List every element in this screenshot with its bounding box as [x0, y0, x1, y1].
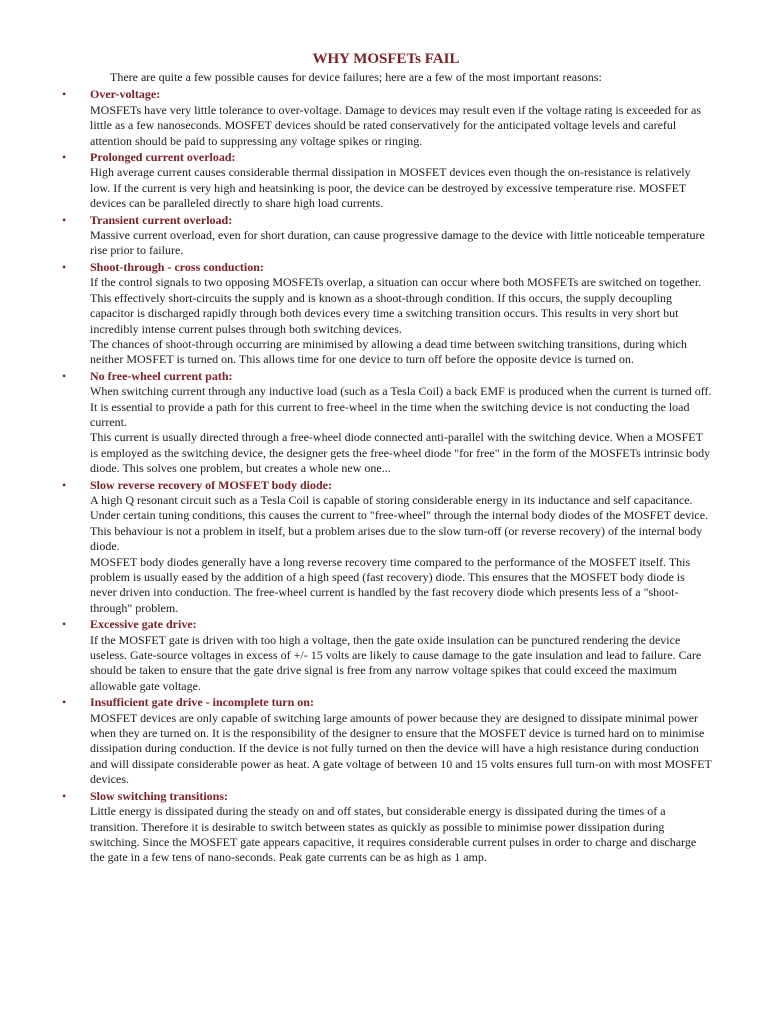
bullet-icon: •	[62, 259, 67, 274]
section-paragraph: Massive current overload, even for short duration, can cause progressive damage to the device with little noticeable temperature rise prior to failure.	[90, 228, 705, 258]
section-paragraph: The chances of shoot-through occurring are minimised by allowing a dead time between switching transitions, during which neither MOSFET is turned on. This allows time for one device to turn off before the opposite device is turned on.	[90, 336, 687, 367]
section-shoot-through	[60, 260, 712, 368]
section-over-voltage	[60, 87, 712, 149]
section-paragraph: MOSFET devices are only capable of switching large amounts of power because they are designed to dissipate minimal power when they are turned on. It is the responsibility of the designer to ensure that the MOSFET device is turned hard on to minimise dissipation during conduction. If the device is not fully turned on then the device will have a high resistance during conduction and will dissipate considerable power as heat. A gate voltage of between 10 and 15 volts ensures full turn-on with most MOSFET devices.	[90, 710, 712, 787]
section-heading: Over-voltage:	[90, 87, 161, 102]
failure-causes-list	[60, 87, 712, 865]
section-heading: Shoot-through - cross conduction:	[90, 259, 264, 274]
section-excessive-gate-drive	[60, 617, 712, 694]
section-insufficient-gate-drive	[60, 695, 712, 787]
bullet-icon: •	[62, 368, 67, 383]
section-paragraph: If the control signals to two opposing MOSFETs overlap, a situation can occur where both MOSFETs are switched on together. This effectively short-circuits the supply and is known as a shoot-through condition. If this occurs, the supply decoupling capacitor is discharged rapidly through both devices every time a switching transition occurs. This results in very short but incredibly intense current pulses through both switching devices.	[90, 275, 702, 336]
bullet-icon: •	[62, 788, 67, 803]
document-title: WHY MOSFETs FAIL	[312, 51, 460, 67]
section-slow-switching-transitions	[60, 789, 712, 866]
section-heading: Slow reverse recovery of MOSFET body diode:	[90, 477, 332, 492]
section-heading: Excessive gate drive:	[90, 617, 197, 632]
section-heading: No free-wheel current path:	[90, 368, 233, 383]
section-paragraph: When switching current through any inductive load (such as a Tesla Coil) a back EMF is produced when the current is turned off. It is essential to provide a path for this current to free-wheel in the time when the switching device is not conducting the load current.	[90, 384, 712, 429]
bullet-icon: •	[62, 695, 67, 710]
section-no-free-wheel-path	[60, 369, 712, 477]
bullet-icon: •	[62, 617, 67, 632]
bullet-icon: •	[62, 150, 67, 165]
section-paragraph: Little energy is dissipated during the steady on and off states, but considerable energy is dissipated during the times of a transition. Therefore it is desirable to switch between states as quickly as possible to minimise power dissipation during switching. Since the MOSFET gate appears capacitive, it requires considerable current pulses in order to charge and discharge the gate in a few tens of nano-seconds. Peak gate currents can be as high as 1 amp.	[90, 804, 697, 865]
section-paragraph: MOSFETs have very little tolerance to over-voltage. Damage to devices may result even if the voltage rating is exceeded for as little as a few nanoseconds. MOSFET devices should be rated conservatively for the anticipated voltage levels and careful attention should be paid to suppressing any voltage spikes or ringing.	[90, 102, 702, 148]
bullet-icon: •	[62, 212, 67, 227]
section-paragraph: High average current causes considerable thermal dissipation in MOSFET devices even though the on-resistance is relatively low. If the current is very high and heatsinking is poor, the device can be destroyed by excessive temperature rise. MOSFET devices can be paralleled directly to share high load currents.	[90, 165, 691, 211]
section-heading: Insufficient gate drive - incomplete turn on:	[90, 695, 314, 710]
section-slow-reverse-recovery	[60, 478, 712, 617]
section-transient-current-overload	[60, 213, 712, 259]
section-heading: Prolonged current overload:	[90, 150, 236, 165]
section-paragraph: MOSFET body diodes generally have a long reverse recovery time compared to the performance of the MOSFET itself. This problem is usually eased by the addition of a high speed (fast recovery) diode. This ensures that the MOSFET body diode is never driven into conduction. The free-wheel current is handled by the fast recovery diode which presents less of a "shoot-through" problem.	[90, 554, 691, 615]
bullet-icon: •	[62, 87, 67, 102]
section-paragraph: This current is usually directed through a free-wheel diode connected anti-parallel with the switching device. When a MOSFET is employed as the switching device, the designer gets the free-wheel diode "for free" in the form of the MOSFETs intrinsic body diode. This solves one problem, but creates a whole new one...	[90, 430, 711, 476]
section-prolonged-current-overload	[60, 150, 712, 212]
document-intro: There are quite a few possible causes for device failures; here are a few of the most important reasons:	[110, 70, 602, 84]
section-paragraph: If the MOSFET gate is driven with too high a voltage, then the gate oxide insulation can be punctured rendering the device useless. Gate-source voltages in excess of +/- 15 volts are likely to cause damage to the gate insulation and lead to failure. Care should be taken to ensure that the gate drive signal is free from any narrow voltage spikes that could exceed the maximum allowable gate voltage.	[90, 632, 702, 693]
section-heading: Transient current overload:	[90, 212, 233, 227]
section-heading: Slow switching transitions:	[90, 788, 229, 803]
section-paragraph: A high Q resonant circuit such as a Tesla Coil is capable of storing considerable energy in its inductance and self capacitance. Under certain tuning conditions, this causes the current to "free-wheel" through the internal body diodes of the MOSFET device. This behaviour is not a problem in itself, but a problem arises due to the slow turn-off (or reverse recovery) of the internal body diode.	[90, 492, 709, 554]
bullet-icon: •	[62, 477, 67, 492]
